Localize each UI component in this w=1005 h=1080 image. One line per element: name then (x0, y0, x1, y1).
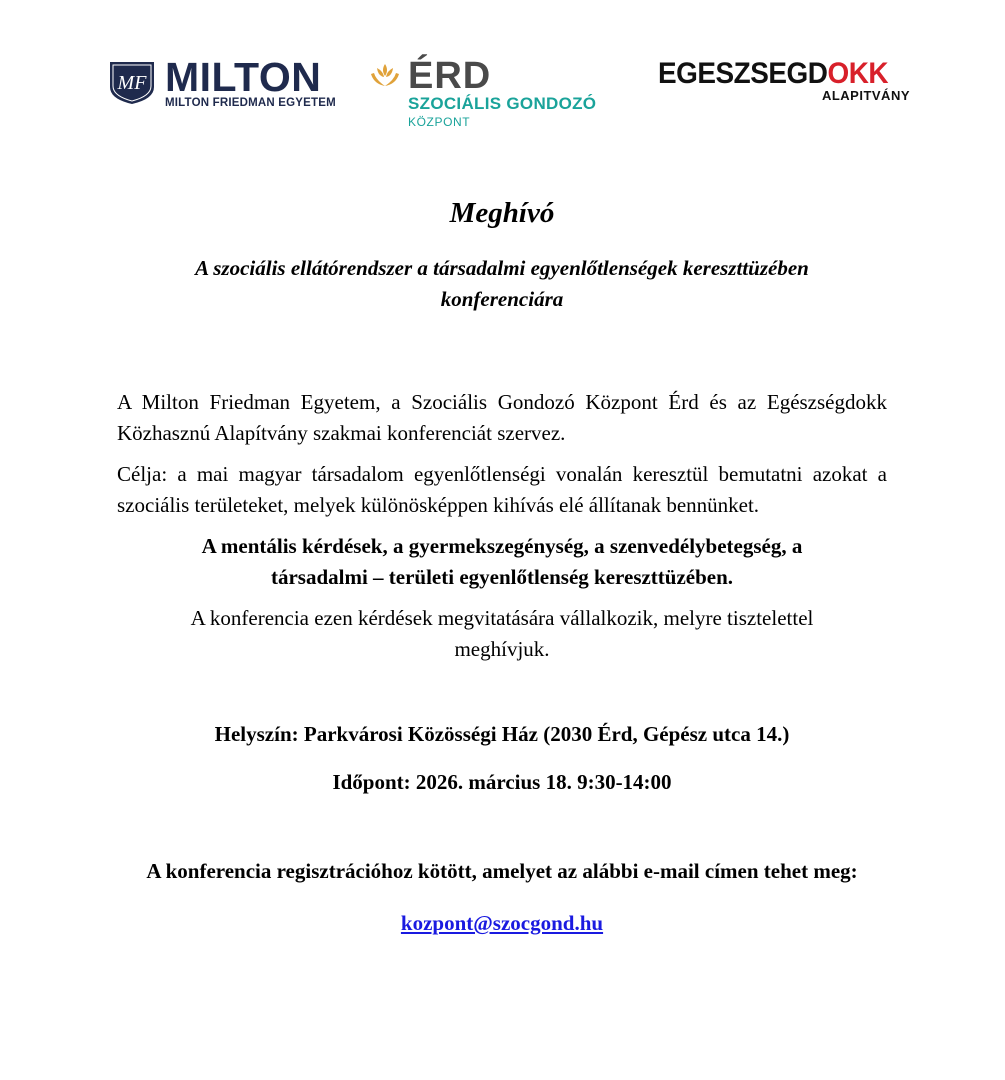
topics-emphasis: A mentális kérdések, a gyermekszegénység, a szenvedélybetegség, a társadalmi – területi egyenlőtlenség kereszttüzében. (201, 534, 803, 589)
invitation-body (117, 195, 887, 960)
logo-header (0, 0, 1005, 150)
email-link[interactable]: kozpont@szocgond.hu (400, 911, 604, 935)
milton-friedman-logo (107, 55, 337, 115)
location-line: Helyszín: Parkvárosi Közösségi Ház (2030 Érd, Gépész utca 14.) (214, 722, 790, 746)
closing-paragraph: A konferencia ezen kérdések megvitatására vállalkozik, melyre tisztelettel meghívjuk. (190, 606, 814, 661)
egeszsegdokk-wordmark (658, 58, 888, 90)
erd-line2: KÖZPONT (408, 115, 471, 129)
organizers-paragraph: A Milton Friedman Egyetem, a Szociális Gondozó Központ Érd és az Egészségdokk Közhasznú Alapítvány szakmai konferenciát szervez. (117, 390, 887, 445)
dokk-subtitle: ALAPITVÁNY (821, 88, 910, 103)
milton-subtitle: MILTON FRIEDMAN EGYETEM (165, 97, 336, 109)
registration-note: A konferencia regisztrációhoz kötött, amelyet az alábbi e-mail címen tehet meg: (146, 859, 858, 883)
email-line (117, 908, 887, 939)
milton-wordmark: MILTON (165, 54, 322, 100)
dokk-wordmark-red: OKK (827, 57, 889, 90)
invitation-title: Meghívó (449, 197, 555, 229)
dokk-wordmark-black: EGESZSEGD (658, 57, 828, 90)
erd-wordmark: ÉRD (408, 55, 492, 97)
egeszsegdokk-logo (658, 58, 918, 108)
conference-subtitle: A szociális ellátórendszer a társadalmi egyenlőtlenségek kereszttüzében konferenciára (195, 256, 809, 311)
erd-line1: SZOCIÁLIS GONDOZÓ (408, 94, 597, 113)
mf-shield-icon (107, 59, 157, 105)
goal-paragraph: Célja: a mai magyar társadalom egyenlőtlenségi vonalán keresztül bemutatni azokat a szociális területeket, melyek különösképpen kihívás elé állítanak bennünket. (117, 462, 887, 517)
mf-monogram: MF (117, 72, 147, 94)
erd-szocialis-gondozo-logo (368, 56, 613, 134)
hands-flower-icon (368, 60, 402, 90)
time-line: Időpont: 2026. március 18. 9:30-14:00 (332, 770, 672, 794)
